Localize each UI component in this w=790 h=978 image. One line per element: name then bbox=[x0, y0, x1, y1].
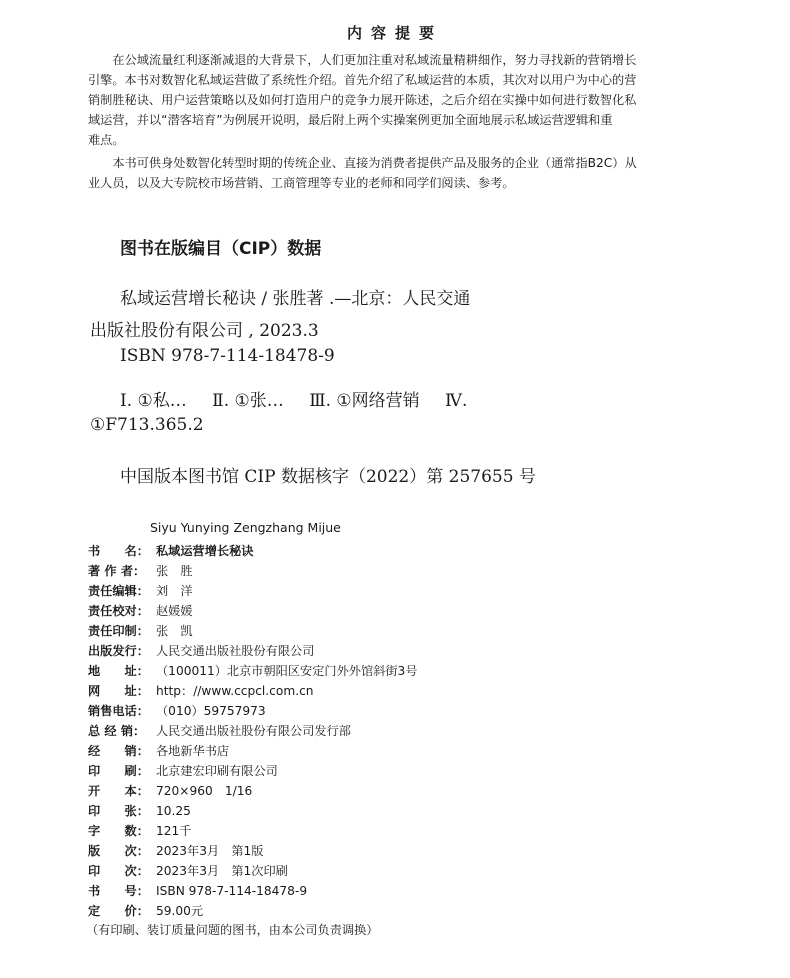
colophon-row bbox=[88, 901, 417, 921]
colophon-value: 张 凯 bbox=[156, 624, 193, 638]
colophon-row bbox=[88, 681, 417, 701]
colophon-label: 地 址： bbox=[88, 664, 149, 678]
colophon-value: 人民交通出版社股份有限公司 bbox=[156, 644, 315, 658]
cip-line-2: 出版社股份有限公司 , 2023.3 bbox=[90, 321, 319, 341]
cip-verification: 中国版本图书馆 CIP 数据核字（2022）第 257655 号 bbox=[120, 467, 536, 487]
colophon-row bbox=[88, 861, 417, 881]
colophon-label: 经 销： bbox=[88, 744, 149, 758]
colophon-label: 总 经 销： bbox=[88, 724, 146, 738]
colophon-label: 字 数： bbox=[88, 824, 149, 838]
colophon-label: 责任校对： bbox=[88, 604, 149, 618]
colophon-row bbox=[88, 801, 417, 821]
summary-line: 本书可供身处数智化转型时期的传统企业、直接为消费者提供产品及服务的企业（通常指B2C）从 bbox=[88, 156, 637, 170]
colophon-value: （010）59757973 bbox=[156, 704, 266, 718]
summary-line: 域运营，并以“潜客培育”为例展开说明，最后附上两个实操案例更加全面地展示私域运营逻辑和重 bbox=[88, 113, 613, 127]
cip-term: Ⅲ. ①网络营销 bbox=[309, 391, 420, 411]
cip-term: Ⅳ. bbox=[445, 391, 468, 411]
colophon-value: 各地新华书店 bbox=[156, 744, 230, 758]
colophon-row bbox=[88, 881, 417, 901]
cip-line-1: 私域运营增长秘诀 / 张胜著 .—北京：人民交通 bbox=[120, 289, 471, 309]
cip-classification-terms bbox=[120, 386, 487, 411]
colophon-label: 定 价： bbox=[88, 904, 149, 918]
colophon-label: 责任印制： bbox=[88, 624, 149, 638]
colophon-value: （100011）北京市朝阳区安定门外外馆斜街3号 bbox=[156, 664, 418, 678]
colophon-value: 59.00元 bbox=[156, 904, 204, 918]
summary-line: 业人员，以及大专院校市场营销、工商管理等专业的老师和同学们阅读、参考。 bbox=[88, 176, 515, 190]
colophon-footnote: （有印刷、装订质量问题的图书，由本公司负责调换） bbox=[86, 923, 379, 937]
summary-line: 在公域流量红利逐渐减退的大背景下，人们更加注重对私域流量精耕细作，努力寻找新的营销增长 bbox=[88, 53, 637, 67]
colophon-row bbox=[88, 761, 417, 781]
colophon-value: 121千 bbox=[156, 824, 192, 838]
colophon-label: 印 张： bbox=[88, 804, 149, 818]
colophon-value: 720×960 1/16 bbox=[156, 784, 253, 798]
colophon-label: 印 刷： bbox=[88, 764, 149, 778]
colophon-value: 张 胜 bbox=[156, 564, 193, 578]
colophon-label: 书 名： bbox=[88, 544, 149, 558]
title-pinyin: Siyu Yunying Zengzhang Mijue bbox=[150, 520, 341, 535]
colophon-value: 10.25 bbox=[156, 804, 191, 818]
colophon-value: 北京建宏印刷有限公司 bbox=[156, 764, 278, 778]
colophon-label: 出版发行： bbox=[88, 644, 149, 658]
colophon-value: ISBN 978-7-114-18478-9 bbox=[156, 884, 308, 898]
summary-paragraph-1 bbox=[88, 50, 708, 150]
summary-line: 难点。 bbox=[88, 133, 125, 147]
colophon-value: 私域运营增长秘诀 bbox=[156, 544, 254, 558]
colophon-row bbox=[88, 721, 417, 741]
colophon-row bbox=[88, 821, 417, 841]
colophon-row bbox=[88, 841, 417, 861]
colophon-row bbox=[88, 621, 417, 641]
colophon-row bbox=[88, 561, 417, 581]
colophon-row bbox=[88, 741, 417, 761]
colophon-value: 赵媛媛 bbox=[156, 604, 193, 618]
colophon-row bbox=[88, 701, 417, 721]
colophon-label: 开 本： bbox=[88, 784, 149, 798]
colophon-label: 著 作 者： bbox=[88, 564, 146, 578]
colophon-label: 网 址： bbox=[88, 684, 149, 698]
colophon-value: http：//www.ccpcl.com.cn bbox=[156, 684, 314, 698]
summary-title: 内容提要 bbox=[346, 24, 443, 42]
colophon-value: 2023年3月 第1版 bbox=[156, 844, 264, 858]
colophon-list bbox=[88, 541, 417, 921]
cip-term: Ⅱ. ①张… bbox=[212, 391, 284, 411]
summary-paragraph-2 bbox=[88, 153, 708, 193]
cip-classification-number: ①F713.365.2 bbox=[90, 415, 204, 435]
colophon-row bbox=[88, 601, 417, 621]
colophon-row bbox=[88, 641, 417, 661]
colophon-row bbox=[88, 781, 417, 801]
summary-line: 引擎。本书对数智化私域运营做了系统性介绍。首先介绍了私域运营的本质，其次对以用户为中心的营 bbox=[88, 73, 637, 87]
colophon-value: 2023年3月 第1次印刷 bbox=[156, 864, 288, 878]
colophon-row bbox=[88, 661, 417, 681]
colophon-label: 版 次： bbox=[88, 844, 149, 858]
colophon-row bbox=[88, 581, 417, 601]
cip-term: Ⅰ. ①私… bbox=[120, 391, 187, 411]
colophon-value: 人民交通出版社股份有限公司发行部 bbox=[156, 724, 351, 738]
colophon-label: 责任编辑： bbox=[88, 584, 149, 598]
cip-heading: 图书在版编目（CIP）数据 bbox=[120, 239, 322, 259]
colophon-value: 刘 洋 bbox=[156, 584, 193, 598]
summary-line: 销制胜秘诀、用户运营策略以及如何打造用户的竞争力展开陈述，之后介绍在实操中如何进行数智化私 bbox=[88, 93, 637, 107]
colophon-label: 书 号： bbox=[88, 884, 149, 898]
colophon-row bbox=[88, 541, 417, 561]
cip-isbn: ISBN 978-7-114-18478-9 bbox=[120, 346, 335, 366]
colophon-label: 印 次： bbox=[88, 864, 149, 878]
colophon-label: 销售电话： bbox=[88, 704, 149, 718]
